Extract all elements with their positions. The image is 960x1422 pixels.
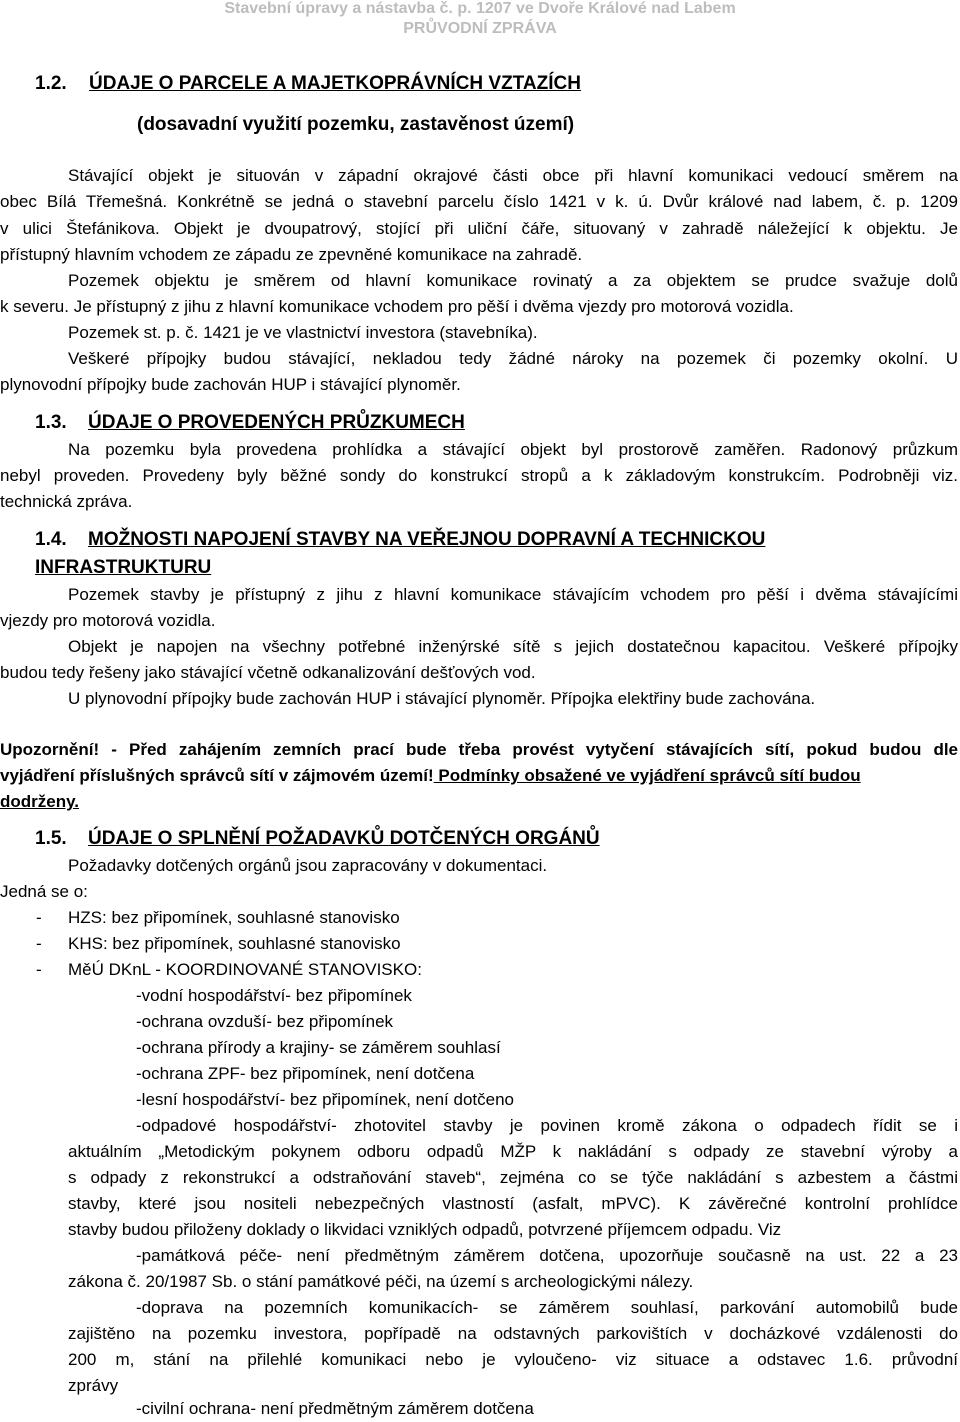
sub-item-cont: aktuálním „Metodickým pokynem odboru odpadů MŽP k nakládání s odpady ze stavební výroby a: [68, 1142, 958, 1161]
sub-item-cont: zprávy: [68, 1376, 119, 1395]
section-1-4-number: 1.4.: [35, 529, 67, 550]
section-1-4-title: MOŽNOSTI NAPOJENÍ STAVBY NA VEŘEJNOU DOPRAVNÍ A TECHNICKOU: [88, 529, 766, 550]
paragraph-line: obec Bílá Třemešná. Konkrétně se jedná o stavební parcelu číslo 1421 v k. ú. Dvůr králové nad labem, č. p. 1209: [0, 192, 958, 211]
list-item: MěÚ DKnL - KOORDINOVANÉ STANOVISKO:: [68, 960, 422, 979]
paragraph-line: Jedná se o:: [0, 882, 88, 901]
paragraph-line: Stávající objekt je situován v západní okrajové části obce při hlavní komunikaci vedoucí směrem na: [68, 166, 958, 185]
sub-item: -ochrana přírody a krajiny- se záměrem souhlasí: [136, 1038, 501, 1057]
paragraph-line: U plynovodní přípojky bude zachován HUP i stávající plynoměr. Přípojka elektřiny bude zachována.: [68, 689, 816, 708]
paragraph-line: Objekt je napojen na všechny potřebné inženýrské sítě s jejich dostatečnou kapacitou. Veškeré přípojky: [68, 637, 958, 656]
paragraph-line: budou tedy řešeny jako stávající včetně odkanalizování dešťových vod.: [0, 663, 536, 682]
section-1-5-number: 1.5.: [35, 828, 67, 849]
header-title: Stavební úpravy a nástavba č. p. 1207 ve Dvoře Králové nad Labem: [224, 0, 736, 17]
sub-item: -památková péče- není předmětným záměrem dotčena, upozorňuje současně na ust. 22 a 23: [136, 1246, 958, 1265]
section-1-5-title: ÚDAJE O SPLNĚNÍ POŽADAVKŮ DOTČENÝCH ORGÁNŮ: [88, 828, 600, 849]
paragraph-line: technická zpráva.: [0, 492, 133, 511]
list-bullet: -: [36, 960, 42, 979]
warning-line-2: [0, 763, 861, 789]
section-1-2-number: 1.2.: [35, 73, 67, 94]
sub-item: -lesní hospodářství- bez připomínek, není dotčeno: [136, 1090, 514, 1109]
header-subtitle: PRŮVODNÍ ZPRÁVA: [403, 20, 557, 37]
list-item: KHS: bez připomínek, souhlasné stanovisko: [68, 934, 401, 953]
paragraph-line: Veškeré přípojky budou stávající, nekladou tedy žádné nároky na pozemek či pozemky okolní. U: [68, 349, 958, 368]
sub-item: -vodní hospodářství- bez připomínek: [136, 986, 412, 1005]
paragraph-line: plynovodní přípojky bude zachován HUP i stávající plynoměr.: [0, 375, 461, 394]
paragraph-line: v ulici Štefánikova. Objekt je dvoupatrový, stojící při uliční čáře, situovaný v zahradě náležející k objektu. Je: [0, 219, 958, 238]
paragraph-line: Pozemek st. p. č. 1421 je ve vlastnictví investora (stavebníka).: [68, 323, 538, 342]
warning-conditions: Podmínky obsažené ve vyjádření správců sítí budou: [433, 766, 861, 785]
sub-item: -civilní ochrana- není předmětným záměrem dotčena: [136, 1399, 534, 1418]
paragraph-line: nebyl proveden. Provedeny byly běžné sondy do konstrukcí stropů a k základovým konstrukcím. Podrobněji viz.: [0, 466, 958, 485]
section-1-2-title: ÚDAJE O PARCELE A MAJETKOPRÁVNÍCH VZTAZÍCH: [89, 73, 581, 94]
sub-item-cont: zajištěno na pozemku investora, popřípadě na odstavných parkovištích v docházkové vzdálenosti do: [68, 1324, 958, 1343]
list-bullet: -: [36, 934, 42, 953]
paragraph-line: Pozemek objektu je směrem od hlavní komunikace rovinatý a za objektem se prudce svažuje dolů: [68, 271, 958, 290]
sub-item: -ochrana ovzduší- bez připomínek: [136, 1012, 394, 1031]
warning-line: Upozornění! - Před zahájením zemních prací bude třeba provést vytyčení stávajících sítí, pokud budou dle: [0, 740, 958, 759]
sub-item-cont: zákona č. 20/1987 Sb. o stání památkové péči, na území s archeologickými nálezy.: [68, 1272, 694, 1291]
warning-text: vyjádření příslušných správců sítí v zájmovém území!: [0, 766, 434, 785]
section-1-2-subtitle: (dosavadní využití pozemku, zastavěnost území): [137, 114, 575, 135]
paragraph-line: Pozemek stavby je přístupný z jihu z hlavní komunikace stávajícím vchodem pro pěší i dvěma stávajícími: [68, 585, 958, 604]
list-bullet: -: [36, 908, 42, 927]
sub-item-cont: s odpady z rekonstrukcí a odstraňování staveb“, zejména co se týče nakládání s azbestem a částmi: [68, 1168, 958, 1187]
sub-item-cont: stavby budou přiloženy doklady o likvidaci vzniklých odpadů, potvrzené příjemcem odpadu. Viz: [68, 1220, 782, 1239]
sub-item: -doprava na pozemních komunikacích- se záměrem souhlasí, parkování automobilů bude: [136, 1298, 958, 1317]
paragraph-line: přístupný hlavním vchodem ze západu ze zpevněné komunikace na zahradě.: [0, 245, 583, 264]
section-1-3-title: ÚDAJE O PROVEDENÝCH PRŮZKUMECH: [88, 412, 465, 433]
paragraph-line: Na pozemku byla provedena prohlídka a stávající objekt byl prostorově zaměřen. Radonový průzkum: [68, 440, 958, 459]
sub-item-cont: 200 m, stání na přilehlé komunikaci nebo je vyloučeno- viz situace a odstavec 1.6. průvodní: [68, 1350, 958, 1369]
section-1-3-number: 1.3.: [35, 412, 67, 433]
sub-item: -odpadové hospodářství- zhotovitel stavby je povinen kromě zákona o odpadech řídit se i: [136, 1116, 958, 1135]
section-1-4-title-cont: INFRASTRUKTURU: [35, 557, 212, 578]
warning-line-3: dodrženy.: [0, 792, 80, 811]
paragraph-line: Požadavky dotčených orgánů jsou zapracovány v dokumentaci.: [68, 856, 548, 875]
paragraph-line: k severu. Je přístupný z jihu z hlavní komunikace vchodem pro pěší i dvěma vjezdy pro motorová vozidla.: [0, 297, 794, 316]
sub-item-cont: stavby, které jsou nositeli nebezpečných vlastností (asfalt, mPVC). K závěrečné kontrolní prohlídce: [68, 1194, 958, 1213]
list-item: HZS: bez připomínek, souhlasné stanovisko: [68, 908, 400, 927]
paragraph-line: vjezdy pro motorová vozidla.: [0, 611, 216, 630]
sub-item: -ochrana ZPF- bez připomínek, není dotčena: [136, 1064, 475, 1083]
